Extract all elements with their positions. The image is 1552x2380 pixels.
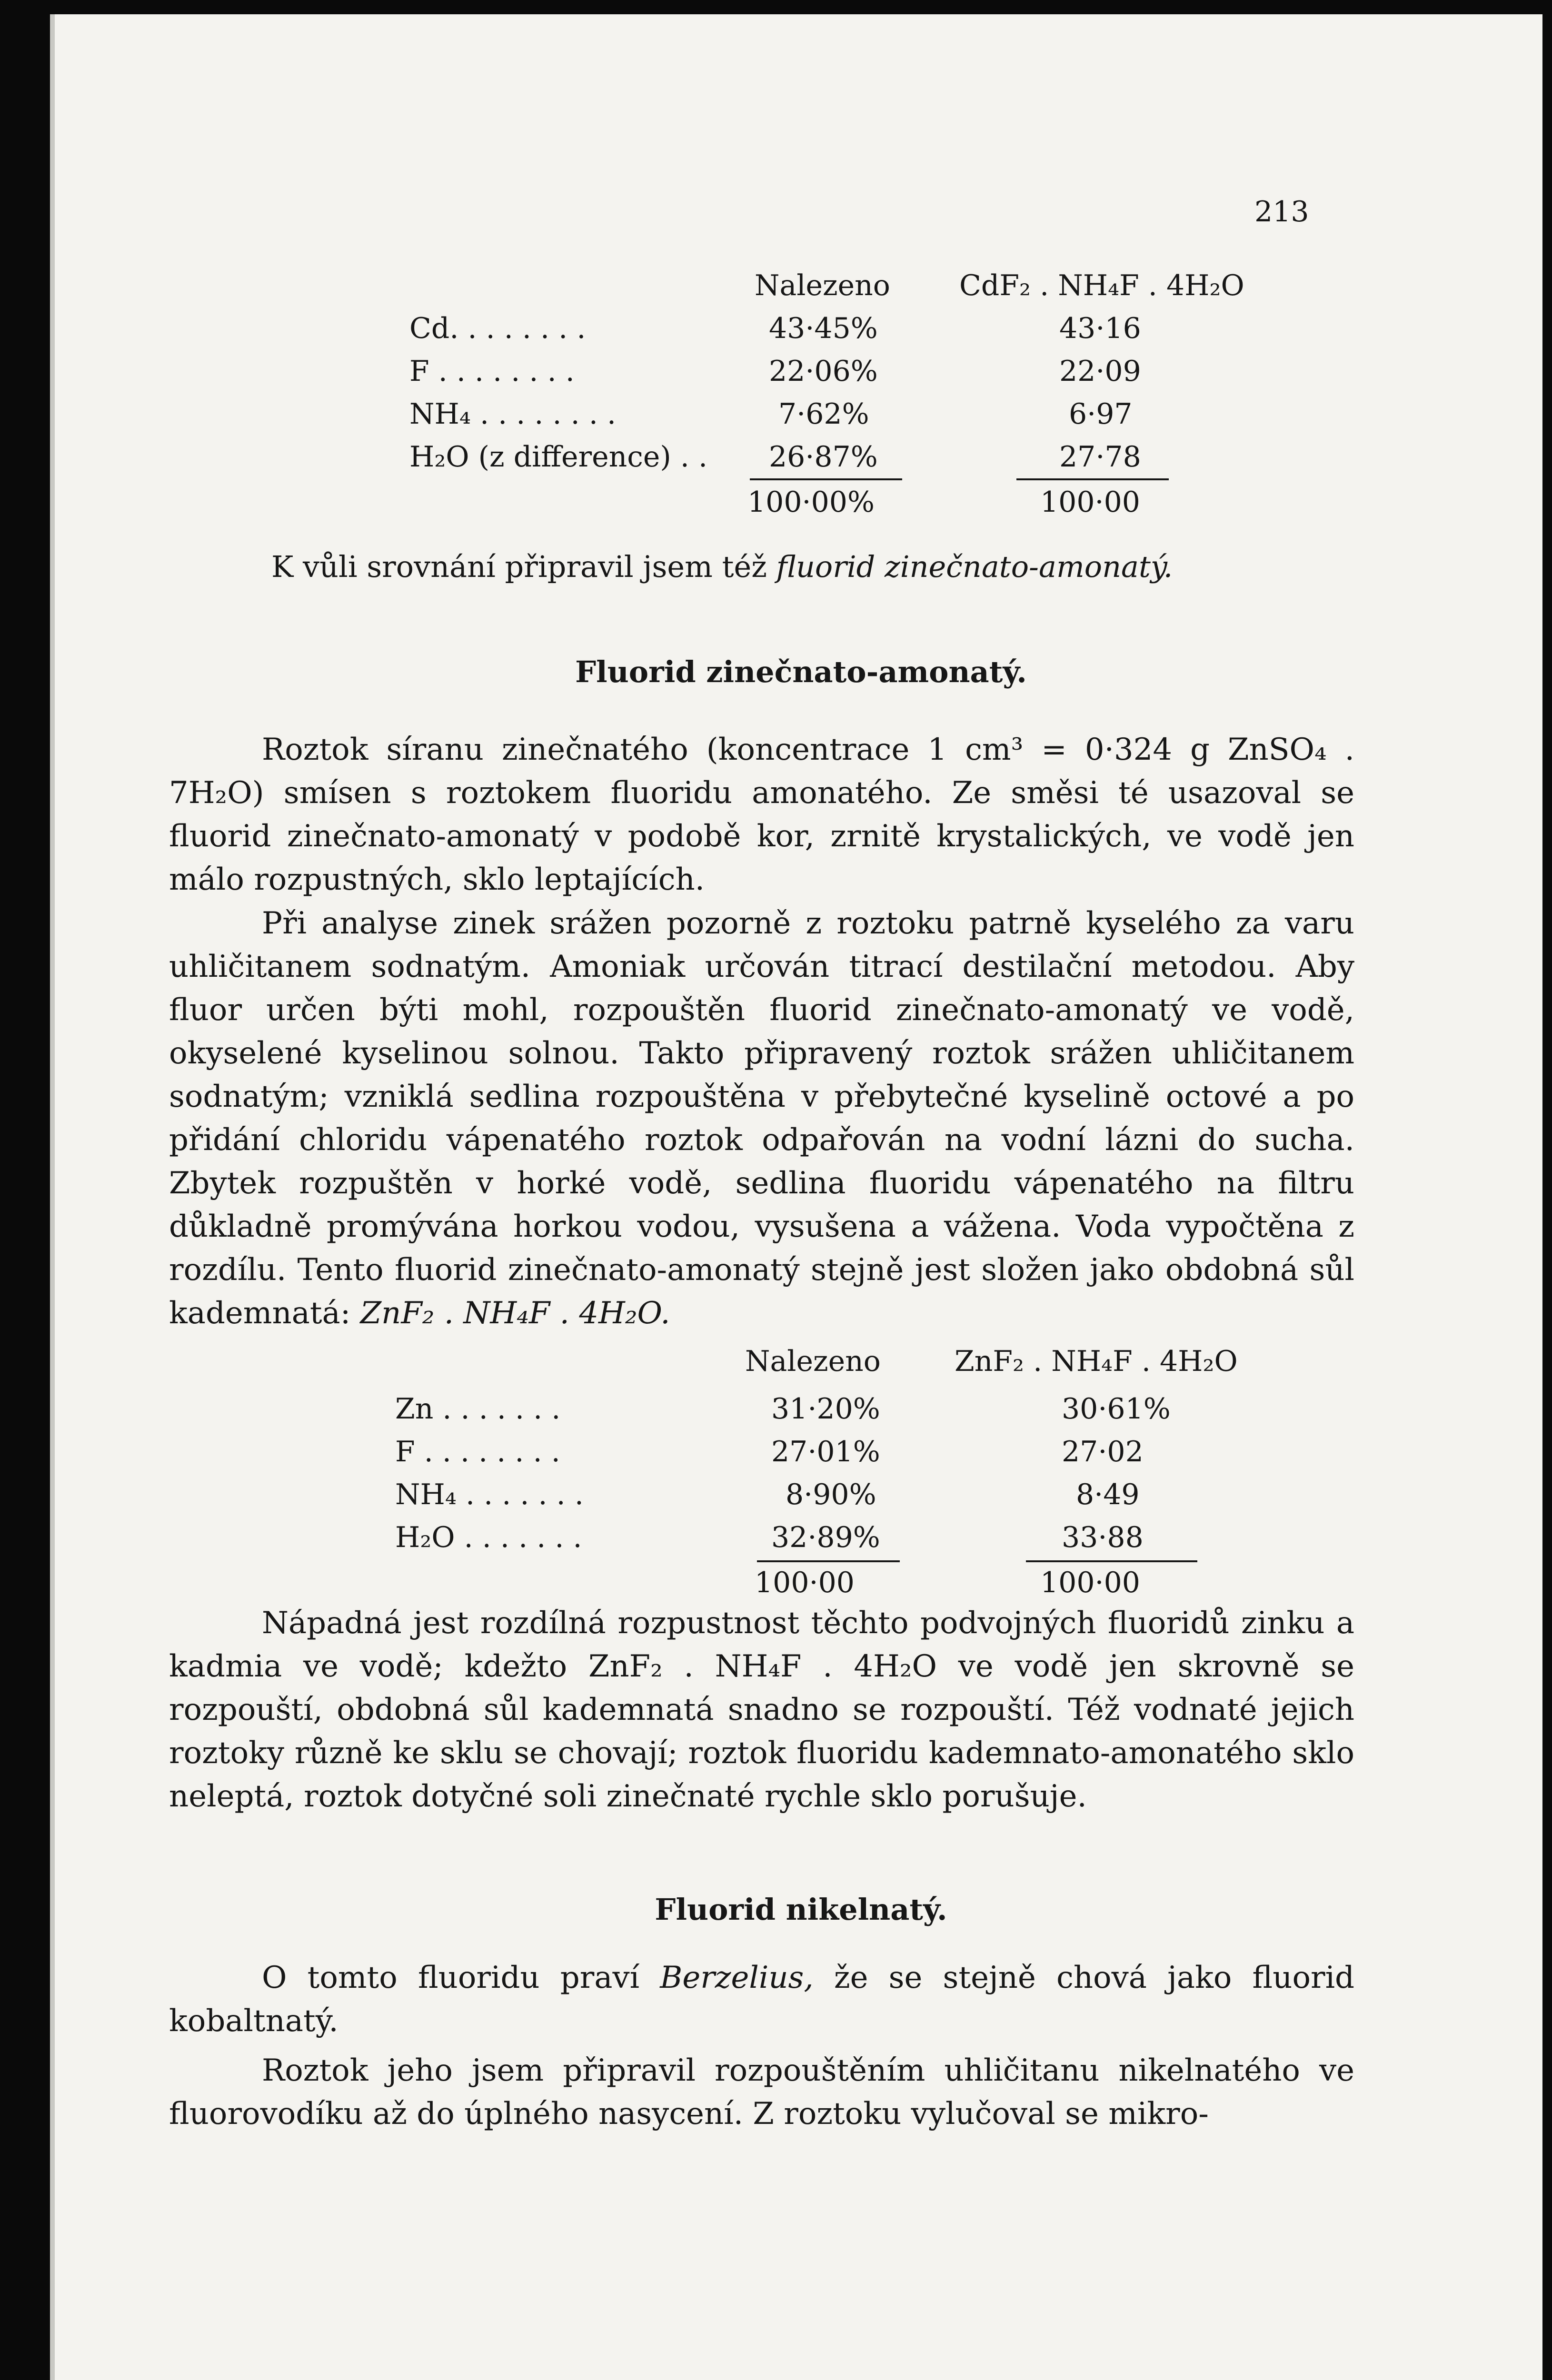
formula: ZnF₂ . NH₄F . 4H₂O. [360, 1296, 670, 1331]
row-label: NH₄ . . . . . . . [395, 1478, 584, 1511]
row-label: Zn . . . . . . . [395, 1392, 561, 1426]
sum-rule [757, 1560, 900, 1562]
analysis-table-cadmium [359, 269, 1264, 536]
table-header-formula: ZnF₂ . NH₄F . 4H₂O [955, 1345, 1238, 1378]
row-found: 31·20% [771, 1392, 880, 1426]
row-calc: 22·09 [1059, 355, 1141, 388]
row-label: H₂O (z difference) . . [409, 440, 708, 474]
table-header-found: Nalezeno [755, 269, 890, 302]
row-label: F . . . . . . . . [395, 1435, 560, 1468]
total-calc: 100·00 [1040, 1566, 1140, 1599]
sum-rule [750, 478, 902, 480]
total-calc: 100·00 [1040, 486, 1140, 519]
row-label: Cd. . . . . . . . [409, 312, 586, 345]
analysis-table-zinc [336, 1345, 1240, 1611]
row-label: H₂O . . . . . . . [395, 1521, 582, 1554]
table-header-found: Nalezeno [745, 1345, 881, 1378]
row-calc: 30·61% [1062, 1392, 1171, 1426]
intro-italic-term: fluorid zinečnato-amonatý. [776, 549, 1173, 584]
row-found: 27·01% [771, 1435, 880, 1468]
paragraph: Nápadná jest rozdílná rozpustnost těchto podvojných fluoridů zinku a kadmia ve vodě; kdežto ZnF₂ . NH₄F . 4H₂O ve vodě jen skrovně se rozpouští, obdobná sůl kademnatá snadno se rozpouští. Též vodnaté jejich roztoky různě ke sklu se chovají; roztok fluoridu kademnato-amonatého sklo neleptá, roztok dotyčné soli zinečnaté rychle sklo porušuje. [169, 1606, 1354, 1814]
total-found: 100·00% [747, 486, 875, 519]
paragraph: Při analyse zinek srážen pozorně z roztoku patrně kyselého za varu uhličitanem sodnatým. Amoniak určován titrací destilační metodou. Aby fluor určen býti mohl, rozpouštěn fluorid zinečnato-amonatý ve vodě, okyselené kyselinou solnou. Takto připravený roztok srážen uhličitanem sodnatým; vzniklá sedlina rozpouštěna v přebytečné kyselině octové a po přidání chloridu vápenatého roztok odpařován na vodní lázni do sucha. Zbytek rozpuštěn v horké vodě, sedlina fluoridu vápenatého na filtru důkladně promývána horkou vodou, vysušena a vážena. Voda vypočtěna z rozdílu. Tento fluorid zinečnato-amonatý stejně jest složen jako obdobná sůl kademnatá: ZnF₂ . NH₄F . 4H₂O. [169, 906, 1354, 1331]
row-calc: 43·16 [1059, 312, 1141, 345]
page-number: 213 [1254, 195, 1309, 228]
row-found: 7·62% [778, 397, 869, 431]
row-calc: 27·02 [1062, 1435, 1144, 1468]
sum-rule [1016, 478, 1169, 480]
book-page [50, 14, 1542, 2380]
table-header-formula: CdF₂ . NH₄F . 4H₂O [959, 269, 1244, 302]
row-found: 32·89% [771, 1521, 880, 1554]
row-calc: 8·49 [1076, 1478, 1140, 1511]
author-name: Berzelius, [660, 1960, 814, 1995]
row-calc: 6·97 [1069, 397, 1133, 431]
row-found: 8·90% [786, 1478, 876, 1511]
paragraph: O tomto fluoridu praví Berzelius, že se stejně chová jako fluorid kobaltnatý. [169, 1960, 1355, 2039]
row-label: F . . . . . . . . [409, 355, 575, 388]
intro-sentence: K vůli srovnání připravil jsem též fluorid zinečnato-amonatý. [271, 549, 1173, 584]
section-heading-nickel: Fluorid nikelnatý. [655, 1892, 947, 1927]
paragraph: Roztok síranu zinečnatého (koncentrace 1 cm³ = 0·324 g ZnSO₄ . 7H₂O) smísen s roztokem fluoridu amonatého. Ze směsi té usazoval se fluorid zinečnato-amonatý v podobě kor, zrnitě krystalických, ve vodě jen málo rozpustných, sklo leptajících. [169, 732, 1354, 897]
total-found: 100·00 [755, 1566, 855, 1599]
row-found: 43·45% [769, 312, 878, 345]
row-calc: 27·78 [1059, 440, 1141, 474]
row-label: NH₄ . . . . . . . . [409, 397, 617, 431]
row-found: 22·06% [769, 355, 878, 388]
row-calc: 33·88 [1062, 1521, 1144, 1554]
paragraph: Roztok jeho jsem připravil rozpouštěním uhličitanu nikelnatého ve fluorovodíku až do úplného nasycení. Z roztoku vylučoval se mikro- [169, 2053, 1354, 2132]
sum-rule [1026, 1560, 1197, 1562]
section-heading-zinc: Fluorid zinečnato-amonatý. [575, 654, 1027, 689]
row-found: 26·87% [769, 440, 878, 474]
